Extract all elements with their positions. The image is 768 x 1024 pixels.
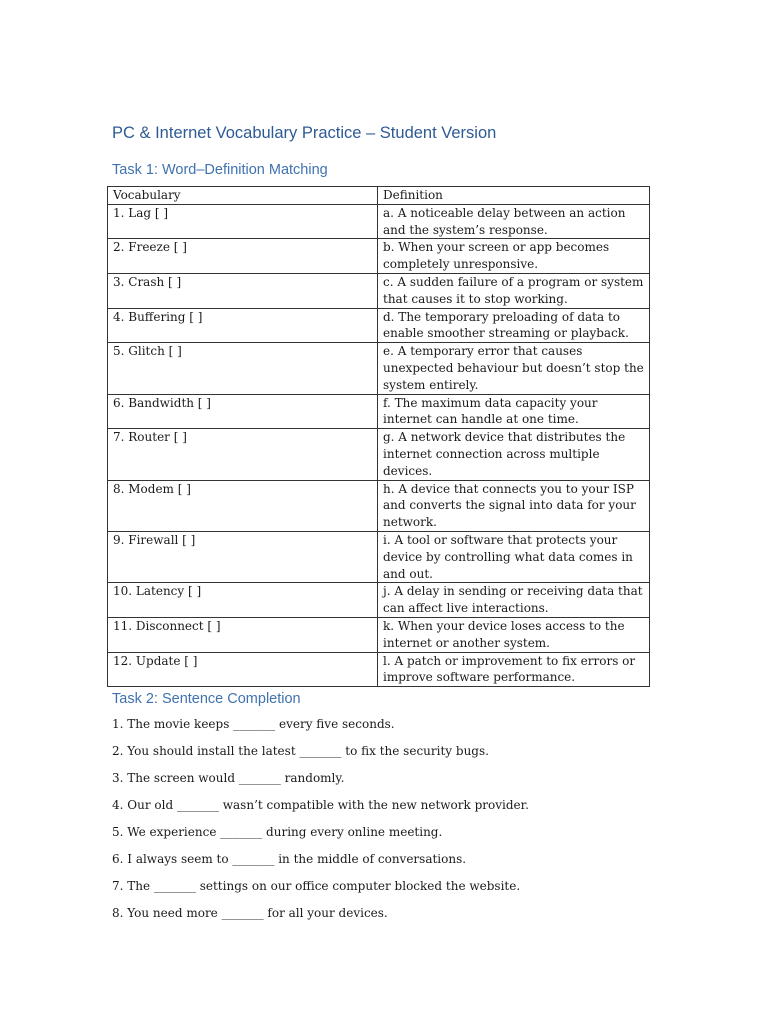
vocabulary-cell: 6. Bandwidth [ ] (108, 394, 378, 429)
definition-cell: c. A sudden failure of a program or system that causes it to stop working. (378, 273, 650, 308)
vocabulary-cell: 1. Lag [ ] (108, 204, 378, 239)
definition-cell: a. A noticeable delay between an action and the system’s response. (378, 204, 650, 239)
page-title: PC & Internet Vocabulary Practice – Student Version (112, 124, 497, 142)
vocabulary-cell: 10. Latency [ ] (108, 583, 378, 618)
list-item: 7. The _______ settings on our office computer blocked the website. (112, 879, 521, 893)
vocabulary-cell: 8. Modem [ ] (108, 480, 378, 531)
list-item: 2. You should install the latest _______ to fix the security bugs. (112, 744, 489, 758)
definition-cell: g. A network device that distributes the internet connection across multiple devices. (378, 429, 650, 480)
table-header-row (108, 187, 650, 205)
list-item: 3. The screen would _______ randomly. (112, 771, 345, 785)
table-row (108, 204, 650, 239)
column-header-vocabulary: Vocabulary (108, 187, 378, 205)
table-row (108, 273, 650, 308)
definition-cell: h. A device that connects you to your ISP and converts the signal into data for your network. (378, 480, 650, 531)
definition-cell: d. The temporary preloading of data to enable smoother streaming or playback. (378, 308, 650, 343)
list-item: 5. We experience _______ during every online meeting. (112, 825, 443, 839)
vocabulary-table-body (108, 204, 650, 686)
definition-cell: j. A delay in sending or receiving data that can affect live interactions. (378, 583, 650, 618)
vocabulary-cell: 4. Buffering [ ] (108, 308, 378, 343)
table-row (108, 583, 650, 618)
table-row (108, 617, 650, 652)
vocabulary-cell: 3. Crash [ ] (108, 273, 378, 308)
table-row (108, 308, 650, 343)
table-row (108, 343, 650, 394)
vocabulary-cell: 9. Firewall [ ] (108, 531, 378, 582)
definition-cell: k. When your device loses access to the internet or another system. (378, 617, 650, 652)
list-item: 1. The movie keeps _______ every five seconds. (112, 717, 395, 731)
table-row (108, 394, 650, 429)
definition-cell: l. A patch or improvement to fix errors or improve software performance. (378, 652, 650, 687)
table-row (108, 429, 650, 480)
definition-cell: e. A temporary error that causes unexpected behaviour but doesn’t stop the system entirely. (378, 343, 650, 394)
definition-cell: b. When your screen or app becomes completely unresponsive. (378, 239, 650, 274)
vocabulary-cell: 7. Router [ ] (108, 429, 378, 480)
task1-heading: Task 1: Word–Definition Matching (112, 162, 328, 178)
list-item: 8. You need more _______ for all your devices. (112, 906, 388, 920)
sentence-list (112, 716, 529, 932)
table-row (108, 652, 650, 687)
vocabulary-cell: 2. Freeze [ ] (108, 239, 378, 274)
vocabulary-cell: 11. Disconnect [ ] (108, 617, 378, 652)
task2-heading: Task 2: Sentence Completion (112, 691, 301, 707)
list-item: 4. Our old _______ wasn’t compatible with the new network provider. (112, 798, 529, 812)
vocabulary-table (107, 186, 650, 687)
vocabulary-cell: 5. Glitch [ ] (108, 343, 378, 394)
table-row (108, 531, 650, 582)
table-row (108, 239, 650, 274)
table-row (108, 480, 650, 531)
definition-cell: i. A tool or software that protects your device by controlling what data comes in and out. (378, 531, 650, 582)
list-item: 6. I always seem to _______ in the middle of conversations. (112, 852, 467, 866)
column-header-definition: Definition (378, 187, 650, 205)
vocabulary-cell: 12. Update [ ] (108, 652, 378, 687)
definition-cell: f. The maximum data capacity your internet can handle at one time. (378, 394, 650, 429)
